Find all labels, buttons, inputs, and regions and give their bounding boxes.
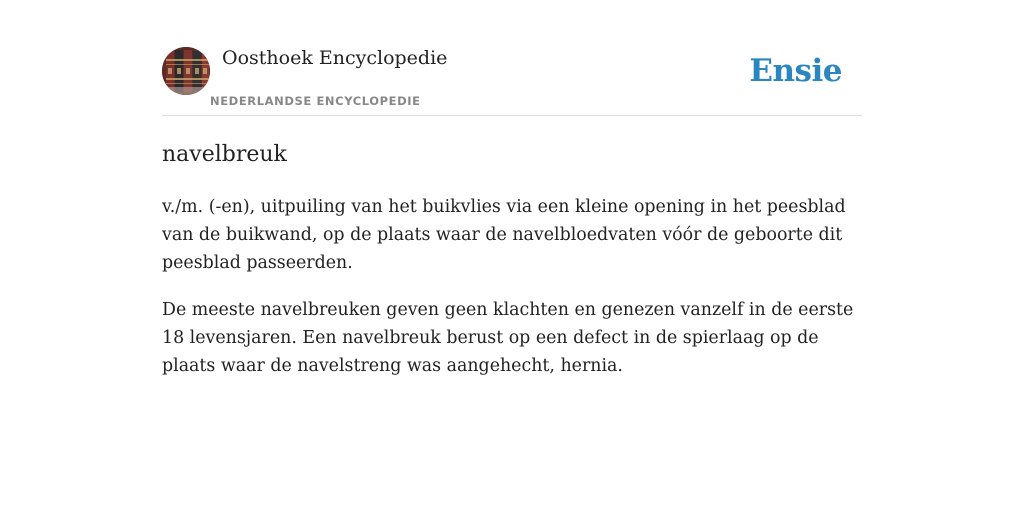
brand-logo-link[interactable]: Ensie [749, 53, 842, 89]
entry-paragraph: v./m. (-en), uitpuiling van het buikvlies via een kleine opening in het peesblad van de buikwand, op de plaats waar de navelbloedvaten vóór de geboorte dit peesblad passeerden. [162, 197, 846, 273]
book-spines-icon[interactable] [162, 47, 210, 95]
entry-paragraph: De meeste navelbreuken geven geen klachten en genezen vanzelf in de eerste 18 levensjaren. Een navelbreuk berust op een defect in de spierlaag op de plaats waar de navelstreng was aangehecht, hernia. [162, 300, 854, 376]
site-header [162, 46, 862, 116]
site-name-link[interactable]: Oosthoek Encyclopedie [222, 47, 448, 69]
entry-headword: navelbreuk [162, 142, 287, 167]
entry-content [162, 140, 862, 399]
site-subtitle: NEDERLANDSE ENCYCLOPEDIE [210, 94, 421, 108]
